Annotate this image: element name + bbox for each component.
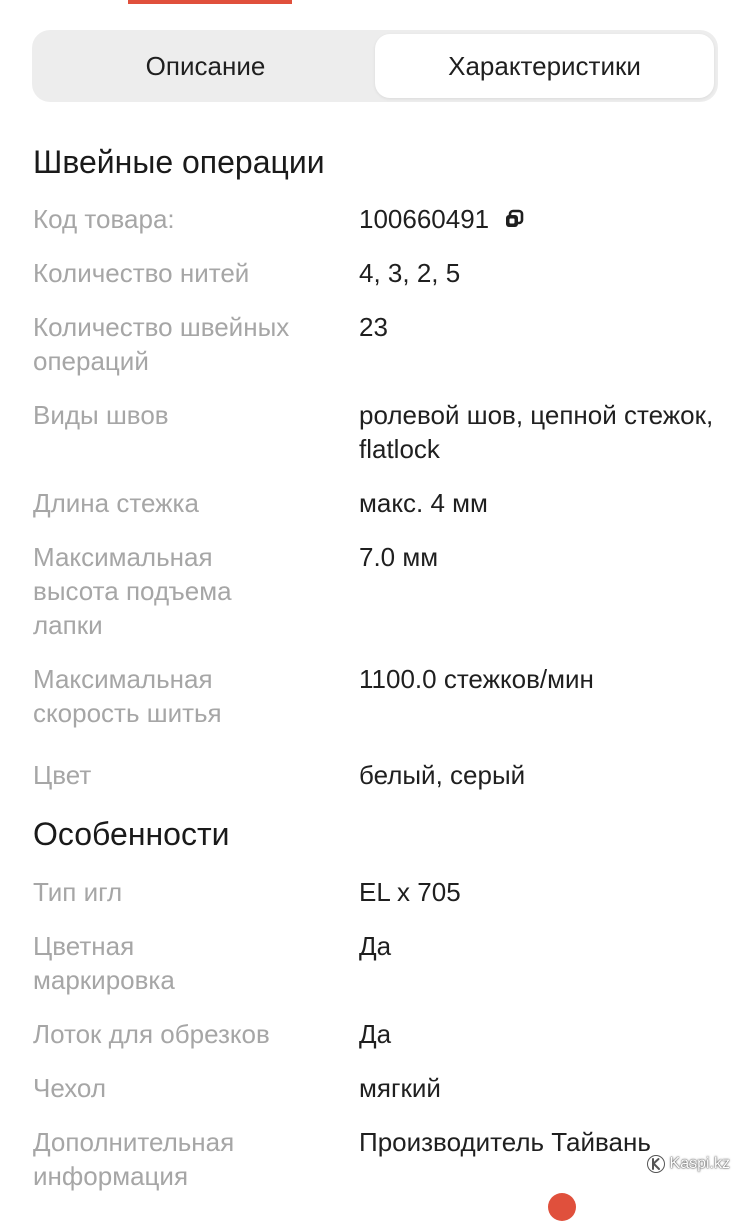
spec-value: 23: [359, 312, 388, 342]
spec-label: Виды швов: [33, 400, 169, 430]
spec-label: Лоток для обрезков: [33, 1019, 270, 1049]
spec-label: Код товара:: [33, 204, 175, 234]
floating-badge: [548, 1193, 576, 1221]
kaspi-logo-icon: [646, 1154, 666, 1174]
spec-label: Цветная маркировка: [33, 931, 175, 995]
kaspi-watermark: [646, 1154, 730, 1174]
spec-value: 7.0 мм: [359, 542, 439, 572]
spec-label: Количество нитей: [33, 258, 250, 288]
product-code-value: 100660491: [359, 204, 490, 234]
tab-description[interactable]: Описание: [145, 50, 266, 81]
spec-label: Длина стежка: [33, 488, 199, 518]
spec-label: Максимальная высота подъема лапки: [33, 542, 232, 640]
spec-label: Максимальная скорость шитья: [33, 664, 222, 728]
spec-value: Да: [359, 1019, 392, 1049]
watermark-text: Kaspi.kz: [669, 1155, 730, 1172]
tab-specs[interactable]: Характеристики: [375, 34, 714, 98]
copy-icon[interactable]: [503, 208, 525, 230]
spec-value: [359, 202, 719, 236]
spec-label: Тип игл: [33, 877, 123, 907]
spec-value: ролевой шов, цепной стежок, flatlock: [359, 400, 714, 464]
spec-value: Да: [359, 931, 392, 961]
spec-value: 1100.0 стежков/мин: [359, 664, 594, 694]
spec-label: Дополнительная информация: [33, 1127, 235, 1191]
spec-value: мягкий: [359, 1073, 441, 1103]
spec-value: макс. 4 мм: [359, 488, 488, 518]
spec-value: Производитель Тайвань: [359, 1127, 651, 1157]
section-title-sewing-operations: Швейные операции: [33, 144, 325, 180]
section-title-features: Особенности: [33, 816, 230, 852]
active-tab-indicator: [128, 0, 292, 4]
spec-label: Цвет: [33, 760, 92, 790]
spec-value: белый, серый: [359, 760, 526, 790]
spec-value: 4, 3, 2, 5: [359, 258, 461, 288]
spec-value: EL x 705: [359, 877, 461, 907]
tab-switcher: [32, 30, 718, 102]
spec-label: Количество швейных операций: [33, 312, 290, 376]
spec-label: Чехол: [33, 1073, 106, 1103]
